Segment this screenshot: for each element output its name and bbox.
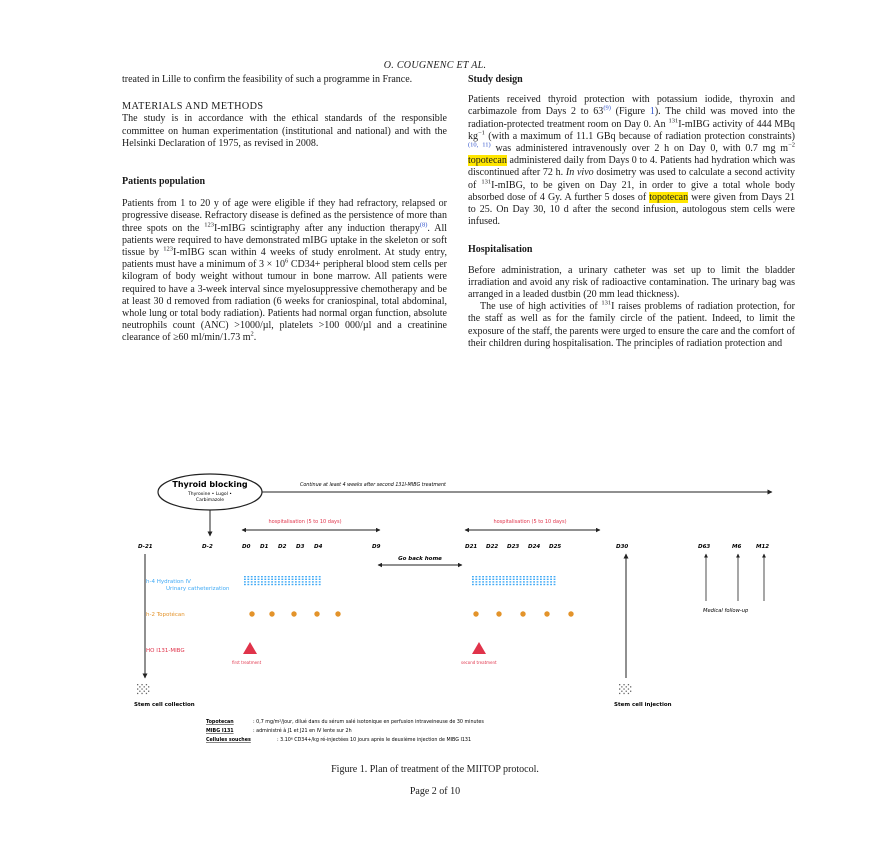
stem-cell-dot	[139, 691, 140, 692]
hydration-dot	[479, 584, 481, 585]
hydration-dot	[475, 579, 477, 580]
hydration-dot	[533, 579, 535, 580]
hydration-dot	[244, 576, 246, 577]
hydration-dot	[319, 584, 321, 585]
hydration-dot	[540, 576, 542, 577]
hydration-dot	[479, 581, 481, 582]
page-number: Page 2 of 10	[409, 786, 461, 797]
day-label: M12	[756, 544, 770, 550]
hydration-dot	[499, 579, 501, 580]
stem-cell-dot	[137, 684, 138, 685]
hydration-dot	[482, 576, 484, 577]
stem-cell-dot	[630, 691, 631, 692]
hydration-dot	[271, 584, 273, 585]
hydration-dot	[492, 579, 494, 580]
hydration-dot	[295, 581, 297, 582]
hydration-dot	[271, 579, 273, 580]
hydration-dot	[513, 576, 515, 577]
hydration-dot	[278, 584, 280, 585]
stem-collection-label: Stem cell collection	[134, 702, 195, 708]
hydration-dot	[281, 584, 283, 585]
hydration-dot	[258, 576, 260, 577]
topotecan-row-label: h-2 Topotécan	[146, 612, 185, 618]
hydration-dot	[526, 579, 528, 580]
hydration-dot	[520, 584, 522, 585]
legend-term: Topotecan	[206, 720, 234, 725]
hydration-dot	[281, 579, 283, 580]
stem-cell-dot	[137, 688, 138, 689]
hydration-dot	[506, 579, 508, 580]
hydration-dot	[506, 576, 508, 577]
stem-cell-dot	[619, 693, 620, 694]
hydration-dot	[486, 576, 488, 577]
legend-desc: : 0,7 mg/m²/jour, dilué dans du sérum salé isotonique en perfusion intraveineuse de 30 minutes	[253, 720, 484, 725]
hydration-dot	[302, 579, 304, 580]
hydration-dot	[543, 576, 545, 577]
hydration-dot	[489, 576, 491, 577]
hydration-dot	[275, 576, 277, 577]
thyroid-sub1: Thyroxine • Lugol •	[188, 492, 232, 497]
left-column	[122, 74, 447, 345]
hydration-dot	[309, 581, 311, 582]
stem-cell-dot	[628, 693, 629, 694]
legend-desc: : 3.10⁶ CD34+/kg ré-injectées 10 jours après le deuxième injection de MIBG I131	[277, 738, 472, 743]
topotecan-dose	[473, 611, 478, 616]
hydration-dot	[492, 576, 494, 577]
hydration-dot	[482, 584, 484, 585]
day-label: D3	[296, 544, 305, 550]
hydration-dot	[492, 581, 494, 582]
hydration-dot	[268, 584, 270, 585]
day-label: D25	[549, 544, 562, 550]
hydration-dot	[258, 584, 260, 585]
hydration-dot	[278, 581, 280, 582]
hydration-dot	[506, 581, 508, 582]
hydration-dot	[258, 581, 260, 582]
topotecan-dose	[314, 611, 319, 616]
hydration-dot	[492, 584, 494, 585]
stem-injection-icon	[619, 684, 631, 694]
hospitalisation-label-1: hospitalisation (5 to 10 days)	[268, 519, 342, 525]
stem-cell-dot	[146, 693, 147, 694]
hydration-dot	[251, 576, 253, 577]
hydration-dot	[292, 579, 294, 580]
stem-collection-icon	[137, 684, 149, 694]
hydration-dot	[550, 579, 552, 580]
second-treatment-triangle	[472, 642, 486, 654]
methods-heading: MATERIALS AND METHODS	[122, 101, 264, 113]
hydration-dot	[298, 584, 300, 585]
hydration-dot	[275, 584, 277, 585]
hydration-dot	[278, 579, 280, 580]
stem-cell-dot	[148, 686, 149, 687]
hydration-dot	[319, 576, 321, 577]
day-label: D2	[278, 544, 287, 550]
design-heading: Study design	[468, 74, 523, 85]
hydration-dot	[305, 584, 307, 585]
stem-cell-dot	[139, 686, 140, 687]
stem-cell-dot	[619, 684, 620, 685]
hydration-dot	[258, 579, 260, 580]
hydration-dot	[271, 581, 273, 582]
hydration-dot	[537, 576, 539, 577]
hydration-dot	[275, 581, 277, 582]
topotecan-dose	[291, 611, 296, 616]
hydration-dot	[247, 581, 249, 582]
figure-caption: Figure 1. Plan of treatment of the MIITOP protocol.	[331, 764, 539, 775]
hydration-dot	[503, 576, 505, 577]
hydration-dot	[302, 584, 304, 585]
go-back-home-label: Go back home	[398, 556, 442, 562]
hydration-dot	[526, 581, 528, 582]
hydration-dot	[513, 584, 515, 585]
hydration-dot	[285, 581, 287, 582]
topotecan-dose	[249, 611, 254, 616]
hydration-dot	[315, 584, 317, 585]
day-label: D30	[616, 544, 629, 550]
hydration-dot	[268, 581, 270, 582]
stem-cell-dot	[146, 684, 147, 685]
hydration-dot	[540, 579, 542, 580]
hydration-dot	[523, 579, 525, 580]
hydration-dot	[285, 579, 287, 580]
hydration-dot	[285, 584, 287, 585]
hydration-dot	[261, 581, 263, 582]
stem-cell-dot	[141, 693, 142, 694]
hydration-dot	[254, 579, 256, 580]
hydration-dot	[475, 584, 477, 585]
day-label: D1	[260, 544, 269, 550]
hydration-dot	[292, 584, 294, 585]
hydration-dot	[281, 576, 283, 577]
topotecan-dose	[496, 611, 501, 616]
hydration-dot	[503, 579, 505, 580]
second-treatment-label: second treatment	[461, 660, 497, 665]
hydration-dot	[489, 584, 491, 585]
hydration-dot	[533, 576, 535, 577]
day-label: D-21	[138, 544, 153, 550]
stem-cell-dot	[628, 688, 629, 689]
hydration-dot	[520, 581, 522, 582]
hydration-dot	[554, 579, 556, 580]
hydration-dot	[530, 576, 532, 577]
ethics-paragraph: The study is in accordance with the ethical standards of the responsible committee on human experimentation (institutional and national) and with the Helsinki Declaration of 1975, as revised in 2008.	[122, 113, 447, 149]
patients-paragraph: Patients from 1 to 20 y of age were eligible if they had refractory, relapsed or progressive disease. Refractory disease is defined as the persistence of more than three spots on the $^{123}$I-mIBG scintigraphy after any induction therapy$^{(8)}$. All patients were required to have demonstrated mIBG uptake in the skeleton or soft tissue by $^{123}$I-mIBG scan within 4 weeks of study enrolment. At study entry, patients must have a minimum of $3 \times 10^6$ CD34+ peripheral blood stem cells per kilogram of body weight without tumour in bone marrow. All patients were required to have a 3-week interval since myelosuppressive chemotherapy and be at least 30 d removed from radiation (6 weeks for craniospinal, total abdominal, whole lung or total body radiation). Patients had normal organ function, absolute neutrophils count (ANC) >1000/µl, platelets >100 000/µl and a creatinine clearance of ≥60 ml/min/1.73 $m^2$.	[122, 198, 448, 344]
legend-desc: : administré à J1 et J21 en IV lente sur 2h	[253, 729, 352, 734]
highlight-topotecan: topotecan	[468, 155, 507, 167]
hydration-dot	[268, 579, 270, 580]
topotecan-dose	[568, 611, 573, 616]
hydration-dot	[530, 579, 532, 580]
topotecan-doses	[249, 611, 573, 616]
topotecan-dose	[544, 611, 549, 616]
first-treatment-label: first treatment	[232, 660, 262, 665]
hydration-dot	[482, 579, 484, 580]
topotecan-dose	[520, 611, 525, 616]
hydration-dot	[543, 584, 545, 585]
hydration-dot	[268, 576, 270, 577]
legend-term: Cellules souches	[206, 738, 251, 743]
stem-cell-dot	[148, 691, 149, 692]
hospitalisation-label-2: hospitalisation (5 to 10 days)	[493, 519, 567, 525]
hydration-dot	[486, 581, 488, 582]
hydration-dot	[550, 576, 552, 577]
hydration-dot	[533, 581, 535, 582]
hydration-dot	[254, 576, 256, 577]
hydration-dot	[523, 584, 525, 585]
hydration-dot	[554, 581, 556, 582]
first-treatment-triangle	[243, 642, 257, 654]
treatment-plan-figure	[120, 466, 780, 751]
topotecan-dose	[269, 611, 274, 616]
stem-cell-dot	[621, 691, 622, 692]
day-label: M6	[732, 544, 742, 550]
hydration-dot	[261, 579, 263, 580]
hydration-dot	[503, 581, 505, 582]
hydration-dot	[509, 581, 511, 582]
design-paragraph: Patients received thyroid protection with potassium iodide, thyroxin and carbimazole from Days 2 to 63$^{(9)}$ (Figure 1). The child was moved into the radiation-protected treatment room on Day 0. An $^{131}$I-mIBG activity of 444 MBq $kg^{-1}$ (with a maximum of 11.1 GBq because of radiation protection constraints)$^{(10, 11)}$ was administered intravenously over 2 h on Day 0, with 0.7 mg $m^{-2}$ topotecan administered daily from Days 0 to 4. Patients had hydration which was discontinued after 72 h. In vivo dosimetry was used to calculate a second activity of $^{131}$I-mIBG, to be given on Day 21, in order to give a total whole body absorbed dose of 4 Gy. A further 5 doses of topotecan were given from Days 21 to 25. On Day 30, 10 d after the second infusion, autologous stem cells were infused.	[468, 94, 795, 228]
hydration-dot	[533, 584, 535, 585]
running-head: O. COUGNENC ET AL.	[383, 60, 487, 71]
day-label: D63	[698, 544, 711, 550]
highlight-topotecan: topotecan	[649, 191, 689, 203]
hydration-dot	[486, 584, 488, 585]
hydration-dot	[550, 584, 552, 585]
hydration-dot	[312, 576, 314, 577]
stem-cell-dot	[137, 693, 138, 694]
hydration-dot	[305, 576, 307, 577]
hospitalisation-paragraph-1: Before administration, a urinary catheter was set up to limit the bladder irradiation and avoid any risk of radioactive contamination. The urinary bag was arranged in a leaded dustbin (20 mm lead thickness).	[468, 264, 795, 301]
day-label: D-2	[202, 544, 213, 550]
hydration-dot	[295, 579, 297, 580]
hydration-dot	[302, 576, 304, 577]
hydration-dot	[472, 581, 474, 582]
hydration-dot	[309, 579, 311, 580]
hydration-dot	[550, 581, 552, 582]
stem-cell-dot	[623, 693, 624, 694]
day-label: D23	[507, 544, 520, 550]
hydration-dot	[312, 579, 314, 580]
hydration-dot	[516, 584, 518, 585]
hydration-dot	[247, 576, 249, 577]
hydration-dot	[264, 579, 266, 580]
hydration-dot	[489, 579, 491, 580]
hydration-dot	[254, 584, 256, 585]
hydration-dot	[496, 584, 498, 585]
hydration-dot	[247, 584, 249, 585]
hydration-dot	[251, 579, 253, 580]
hydration-dot	[554, 584, 556, 585]
hydration-dot	[526, 576, 528, 577]
hydration-dot	[288, 581, 290, 582]
hydration-dot	[309, 576, 311, 577]
continue-text: Continue at least 4 weeks after second 131I-MIBG treatment	[300, 483, 446, 488]
hydration-dot	[523, 576, 525, 577]
hydration-dot	[509, 579, 511, 580]
hydration-dot	[315, 576, 317, 577]
legend-term: MIBG I131	[206, 729, 234, 734]
patients-heading: Patients population	[122, 176, 206, 188]
hydration-dot	[479, 579, 481, 580]
day-label: D22	[486, 544, 499, 550]
stem-cell-dot	[626, 686, 627, 687]
hydration-dot	[275, 579, 277, 580]
hydration-dot	[496, 581, 498, 582]
hydration-dot	[482, 581, 484, 582]
hydration-dot	[472, 579, 474, 580]
stem-cell-dot	[619, 688, 620, 689]
stem-cell-dot	[144, 686, 145, 687]
hydration-dot	[281, 581, 283, 582]
hydration-dot	[288, 576, 290, 577]
thyroid-title: Thyroid blocking	[172, 480, 248, 489]
hydration-dot	[499, 584, 501, 585]
hydration-dot	[319, 581, 321, 582]
hydration-dot	[475, 576, 477, 577]
hydration-dot	[264, 581, 266, 582]
topotecan-dose	[335, 611, 340, 616]
hydration-dot	[475, 581, 477, 582]
hydration-dot	[315, 579, 317, 580]
hydration-dot	[298, 581, 300, 582]
hydration-dot	[244, 581, 246, 582]
hospitalisation-heading: Hospitalisation	[468, 244, 533, 256]
hydration-dot	[523, 581, 525, 582]
day-label: D24	[528, 544, 541, 550]
hydration-dot	[516, 581, 518, 582]
hydration-dot	[543, 581, 545, 582]
hydration-dot	[513, 581, 515, 582]
hydration-dot	[472, 584, 474, 585]
hydration-dot	[315, 581, 317, 582]
medical-followup-label: Medical follow-up	[703, 608, 749, 614]
hydration-dot	[251, 581, 253, 582]
hydration-dot	[520, 576, 522, 577]
intro-paragraph: treated in Lille to confirm the feasibility of such a programme in France.	[122, 74, 413, 85]
hydration-dot	[312, 584, 314, 585]
hydration-dot	[513, 579, 515, 580]
stem-cell-dot	[630, 686, 631, 687]
hydration-dot	[496, 579, 498, 580]
stem-cell-dot	[623, 684, 624, 685]
hydration-dot	[305, 579, 307, 580]
hydration-dot	[543, 579, 545, 580]
hospitalisation-paragraph-2: The use of high activities of $^{131}$I raises problems of radiation protection, for the staff as well as for the family circle of the patient. Indeed, to limit the exposure of the staff, the parents were urged to ensure the care and the comfort of their children during hospitalisation. The principles of radiation protection and	[468, 299, 795, 349]
hydration-dot	[295, 576, 297, 577]
stem-injection-label: Stem cell injection	[614, 702, 672, 708]
hydration-dot	[520, 579, 522, 580]
stem-cell-dot	[626, 691, 627, 692]
hydration-dot	[479, 576, 481, 577]
hydration-dot	[509, 584, 511, 585]
hydration-dot	[319, 579, 321, 580]
hydration-dot	[288, 579, 290, 580]
day-labels	[138, 544, 769, 550]
figure-legend	[206, 718, 484, 743]
hydration-dot	[547, 584, 549, 585]
stem-cell-dot	[628, 684, 629, 685]
hydration-dot	[261, 584, 263, 585]
stem-cell-dot	[623, 688, 624, 689]
stem-cell-dot	[144, 691, 145, 692]
hydration-dot	[554, 576, 556, 577]
hydration-dot	[516, 576, 518, 577]
hydration-dot	[540, 581, 542, 582]
hydration-dot	[298, 579, 300, 580]
hydration-dots-1	[244, 576, 321, 585]
hydration-dot	[499, 576, 501, 577]
day-label: D0	[242, 544, 251, 550]
hydration-dot	[547, 579, 549, 580]
hydration-dot	[292, 581, 294, 582]
hydration-dot	[292, 576, 294, 577]
hydration-dot	[244, 584, 246, 585]
hydration-dot	[312, 581, 314, 582]
stem-cell-dot	[141, 684, 142, 685]
hydration-dot	[486, 579, 488, 580]
hydration-dot	[472, 576, 474, 577]
hydration-dot	[288, 584, 290, 585]
hydration-dot	[305, 581, 307, 582]
hydration-dot	[540, 584, 542, 585]
hydration-dot	[537, 584, 539, 585]
day-label: D4	[314, 544, 323, 550]
hydration-dot	[285, 576, 287, 577]
right-column	[468, 74, 795, 350]
catheterization-label: Urinary catheterization	[166, 586, 230, 592]
hydration-dot	[526, 584, 528, 585]
hydration-dot	[244, 579, 246, 580]
hydration-dot	[254, 581, 256, 582]
stem-cell-dot	[621, 686, 622, 687]
day-label: D9	[372, 544, 381, 550]
hydration-dot	[295, 584, 297, 585]
hydration-dot	[264, 576, 266, 577]
hydration-dot	[509, 576, 511, 577]
mibg-row-label: HO I131-MIBG	[146, 648, 185, 654]
hydration-dot	[499, 581, 501, 582]
hydration-dot	[264, 584, 266, 585]
stem-cell-dot	[141, 688, 142, 689]
hydration-dot	[530, 584, 532, 585]
hydration-dot	[302, 581, 304, 582]
hydration-dot	[271, 576, 273, 577]
day-label: D21	[465, 544, 478, 550]
hydration-dot	[489, 581, 491, 582]
hydration-dot	[298, 576, 300, 577]
hydration-dots-2	[472, 576, 555, 585]
hydration-dot	[506, 584, 508, 585]
hydration-dot	[278, 576, 280, 577]
hydration-dot	[309, 584, 311, 585]
hydration-dot	[516, 579, 518, 580]
hydration-dot	[496, 576, 498, 577]
hydration-dot	[503, 584, 505, 585]
hydration-dot	[547, 576, 549, 577]
hydration-dot	[530, 581, 532, 582]
hydration-dot	[537, 581, 539, 582]
hydration-dot	[547, 581, 549, 582]
hydration-dot	[537, 579, 539, 580]
stem-cell-dot	[146, 688, 147, 689]
hydration-dot	[247, 579, 249, 580]
thyroid-sub2: Carbimazole	[195, 498, 225, 503]
hydration-dot	[251, 584, 253, 585]
hydration-dot	[261, 576, 263, 577]
hydration-label: h-4 Hydration IV	[146, 579, 191, 585]
